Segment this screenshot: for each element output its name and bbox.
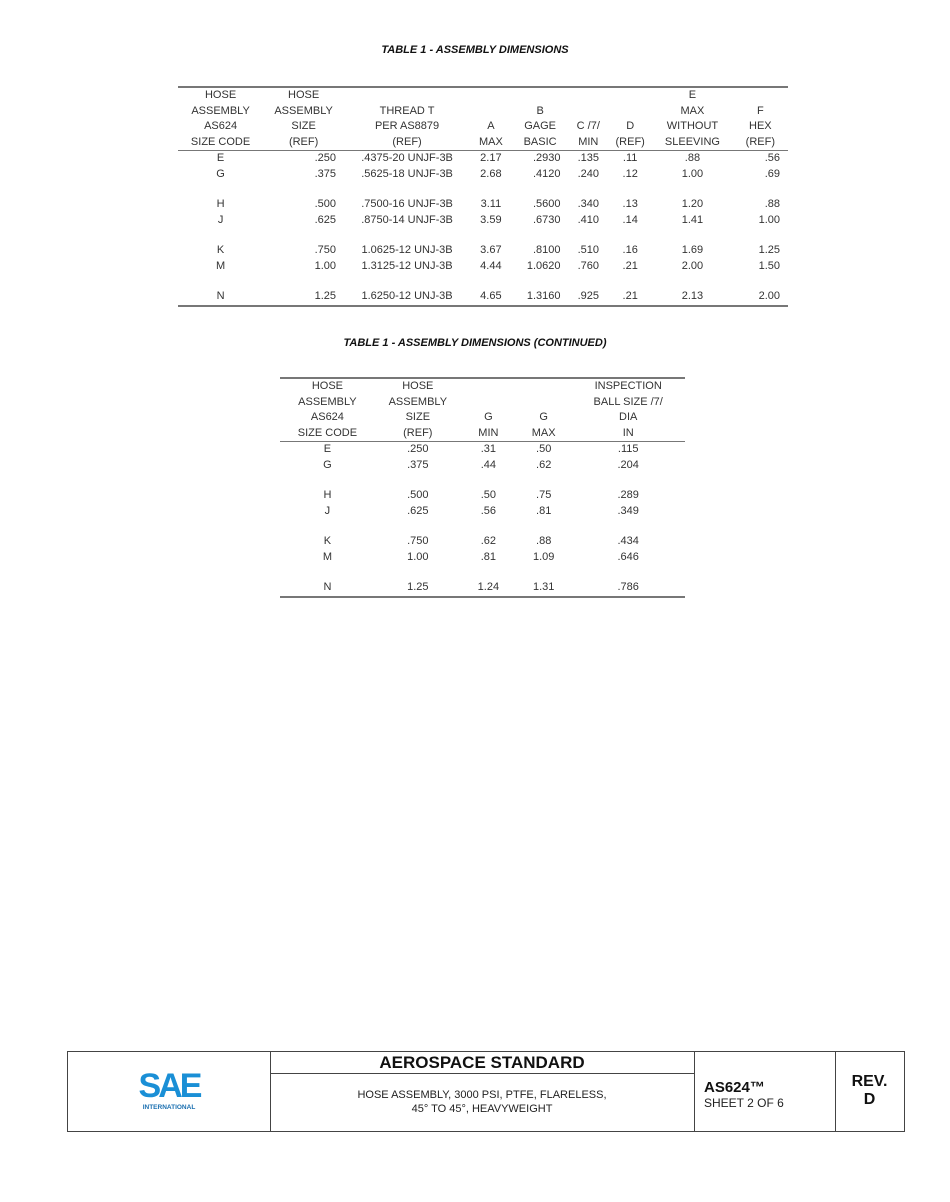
table-cell: 1.09 bbox=[532, 550, 555, 563]
table-cell: .340 bbox=[577, 198, 599, 210]
table-cell: .289 bbox=[617, 489, 639, 501]
table-cell: K bbox=[216, 244, 225, 256]
table-row bbox=[280, 488, 685, 504]
header-line: THREAD T bbox=[379, 104, 435, 117]
table-cell: .115 bbox=[617, 443, 639, 455]
table-cell: 1.20 bbox=[681, 198, 704, 210]
table-cell: .21 bbox=[608, 289, 652, 306]
header-line: BASIC bbox=[523, 135, 557, 148]
column-header bbox=[461, 378, 516, 442]
header-line: MIN bbox=[578, 135, 599, 148]
table-cell: .625 bbox=[407, 504, 429, 517]
table-cell: .8750-14 UNJF-3B bbox=[361, 213, 453, 226]
table-cell: .56 bbox=[480, 504, 497, 517]
table-cell: 1.6250-12 UNJ-3B bbox=[344, 289, 470, 306]
header-line: G bbox=[484, 411, 493, 423]
header-line: AS624 bbox=[310, 411, 344, 423]
table1-caption: TABLE 1 - ASSEMBLY DIMENSIONS bbox=[381, 44, 569, 56]
spacer-row bbox=[178, 182, 788, 197]
table-cell: .410 bbox=[577, 213, 599, 226]
table-cell: 3.59 bbox=[480, 213, 502, 226]
header-line: A bbox=[487, 120, 495, 132]
table-cell: 1.50 bbox=[758, 259, 780, 272]
column-header bbox=[470, 87, 512, 151]
header-line: C /7/ bbox=[576, 120, 600, 132]
table-cell: .88 bbox=[684, 152, 701, 164]
sheet-number: SHEET 2 OF 6 bbox=[704, 1096, 784, 1110]
header-line: ASSEMBLY bbox=[388, 395, 448, 408]
logo-cell bbox=[68, 1052, 271, 1131]
table-cell: .88 bbox=[764, 198, 780, 210]
header-line: (REF) bbox=[392, 135, 422, 148]
table-cell: .250 bbox=[407, 443, 429, 455]
header-line: MIN bbox=[478, 426, 499, 439]
table-cell: 1.24 bbox=[461, 580, 516, 597]
table-row bbox=[178, 213, 788, 229]
table-cell: G bbox=[216, 167, 225, 180]
table-cell: 1.31 bbox=[516, 580, 571, 597]
table-cell: 1.00 bbox=[407, 550, 429, 563]
header-line: E bbox=[688, 89, 697, 101]
header-line: (REF) bbox=[745, 135, 775, 148]
table-cell: .75 bbox=[536, 489, 552, 501]
spacer-row bbox=[280, 519, 685, 534]
svg-text:INTERNATIONAL: INTERNATIONAL bbox=[142, 1104, 196, 1111]
header-line: SIZE bbox=[405, 411, 431, 423]
table-cell: .16 bbox=[622, 244, 638, 256]
table-cell: .6730 bbox=[532, 213, 561, 226]
subtitle-line1: HOSE ASSEMBLY, 3000 PSI, PTFE, FLARELESS, bbox=[357, 1089, 607, 1101]
table-cell: .375 bbox=[407, 458, 429, 471]
table-cell: J bbox=[217, 213, 224, 226]
table-row bbox=[280, 504, 685, 520]
table-cell: .81 bbox=[480, 550, 497, 563]
table-cell: .5625-18 UNJF-3B bbox=[361, 167, 453, 180]
table-cell: .44 bbox=[480, 458, 497, 471]
table-cell: .750 bbox=[407, 535, 429, 547]
table-cell: .50 bbox=[536, 443, 552, 455]
doc-number-cell bbox=[694, 1052, 836, 1131]
assembly-dimensions-continued-table bbox=[280, 377, 685, 598]
title-cell bbox=[270, 1052, 695, 1131]
table-cell: E bbox=[216, 152, 225, 164]
table2-caption: TABLE 1 - ASSEMBLY DIMENSIONS (CONTINUED) bbox=[343, 337, 607, 349]
table-cell: 2.00 bbox=[733, 289, 788, 306]
table-cell: .625 bbox=[314, 213, 337, 226]
table-cell: 2.68 bbox=[480, 167, 502, 180]
header-line: IN bbox=[622, 426, 634, 439]
column-header bbox=[375, 378, 461, 442]
title-block bbox=[67, 1051, 905, 1132]
table-cell: .760 bbox=[577, 259, 599, 272]
header-line: SIZE bbox=[291, 120, 316, 132]
table-cell: M bbox=[215, 259, 226, 272]
table-cell: 1.3160 bbox=[512, 289, 569, 306]
column-header bbox=[652, 87, 732, 151]
revision-cell bbox=[835, 1052, 904, 1131]
table-cell: 3.67 bbox=[480, 244, 502, 256]
table-cell: 1.00 bbox=[681, 167, 704, 180]
table-cell: .5600 bbox=[532, 198, 561, 210]
spacer-row bbox=[178, 274, 788, 289]
header-line: ASSEMBLY bbox=[191, 104, 250, 117]
header-line: (REF) bbox=[288, 135, 319, 148]
table-cell: J bbox=[324, 504, 331, 517]
spacer-row bbox=[280, 565, 685, 580]
standard-title: AEROSPACE STANDARD bbox=[270, 1052, 694, 1074]
table-cell: .69 bbox=[764, 167, 780, 180]
column-header bbox=[344, 87, 470, 151]
table-cell: .4120 bbox=[532, 167, 561, 180]
header-line: SIZE CODE bbox=[190, 135, 251, 148]
header-line: SLEEVING bbox=[664, 135, 720, 148]
header-line: (REF) bbox=[403, 426, 433, 439]
header-line: INSPECTION bbox=[594, 380, 662, 392]
doc-number: AS624™ bbox=[704, 1079, 765, 1096]
table-row bbox=[178, 243, 788, 259]
table-cell: 1.41 bbox=[681, 213, 704, 226]
table-cell: 2.17 bbox=[480, 152, 502, 164]
table-cell: .434 bbox=[617, 535, 639, 547]
rev-value: D bbox=[863, 1091, 876, 1108]
column-header bbox=[280, 378, 375, 442]
column-header bbox=[178, 87, 263, 151]
header-line: B bbox=[536, 104, 544, 117]
header-line: HEX bbox=[749, 120, 772, 132]
header-line: ASSEMBLY bbox=[298, 395, 357, 408]
table-row bbox=[178, 197, 788, 213]
header-line: (REF) bbox=[615, 135, 645, 148]
table-cell: 1.00 bbox=[314, 259, 337, 272]
table-cell: .8100 bbox=[532, 244, 561, 256]
header-line: MAX bbox=[478, 135, 503, 148]
table-cell: H bbox=[216, 198, 225, 210]
header-line: AS624 bbox=[204, 120, 238, 132]
table-cell: 1.00 bbox=[758, 213, 780, 226]
column-header bbox=[571, 378, 685, 442]
rev-label: REV. bbox=[851, 1073, 888, 1090]
table-cell: 1.69 bbox=[681, 244, 704, 256]
table-cell: 1.25 bbox=[758, 244, 780, 256]
table-cell: .50 bbox=[480, 489, 497, 501]
column-header bbox=[733, 87, 788, 151]
table-cell: 1.25 bbox=[375, 580, 461, 597]
table-cell: .56 bbox=[764, 152, 780, 164]
header-line: F bbox=[756, 104, 764, 117]
table-cell: 2.00 bbox=[681, 259, 704, 272]
svg-text:SAE: SAE bbox=[138, 1067, 200, 1105]
table-row bbox=[178, 151, 788, 167]
table-cell: .62 bbox=[480, 535, 497, 547]
table-cell: .135 bbox=[577, 152, 599, 164]
column-header bbox=[569, 87, 609, 151]
table-cell: .7500-16 UNJF-3B bbox=[361, 198, 453, 210]
table-cell: H bbox=[323, 489, 332, 501]
header-line: GAGE bbox=[524, 120, 556, 132]
table-cell: .750 bbox=[314, 244, 337, 256]
table-cell: K bbox=[323, 535, 332, 547]
table-cell: .81 bbox=[536, 504, 552, 517]
table-cell: .21 bbox=[622, 259, 638, 272]
table-cell: .500 bbox=[314, 198, 337, 210]
header-line: D bbox=[626, 120, 635, 132]
table-row bbox=[280, 458, 685, 474]
table-row bbox=[178, 167, 788, 183]
header-line: G bbox=[539, 411, 548, 423]
table-cell: .786 bbox=[571, 580, 685, 597]
table-cell: 4.65 bbox=[470, 289, 512, 306]
header-line: MAX bbox=[531, 426, 556, 439]
table-cell: 4.44 bbox=[480, 259, 502, 272]
table-cell: .925 bbox=[569, 289, 609, 306]
table-cell: .12 bbox=[622, 167, 638, 180]
table-cell: .240 bbox=[577, 167, 599, 180]
header-line: DIA bbox=[619, 411, 638, 423]
table-cell: 1.0620 bbox=[526, 259, 561, 272]
table-cell: .375 bbox=[314, 167, 337, 180]
table-row bbox=[178, 289, 788, 306]
header-line: HOSE bbox=[402, 380, 434, 392]
header-line: SIZE CODE bbox=[297, 426, 358, 439]
table-cell: .349 bbox=[617, 504, 639, 517]
table-row bbox=[280, 442, 685, 458]
table-cell: N bbox=[280, 580, 375, 597]
table-cell: .14 bbox=[622, 213, 638, 226]
header-line: HOSE bbox=[288, 89, 320, 101]
table-cell: .11 bbox=[622, 152, 638, 164]
table-cell: .510 bbox=[577, 244, 599, 256]
table-row bbox=[280, 534, 685, 550]
table-cell: .88 bbox=[536, 535, 552, 547]
table-cell: 3.11 bbox=[480, 198, 502, 210]
table-cell: 2.13 bbox=[652, 289, 732, 306]
header-line: HOSE bbox=[311, 380, 343, 392]
header-line: BALL SIZE /7/ bbox=[593, 395, 663, 408]
table-cell: 1.0625-12 UNJ-3B bbox=[361, 244, 453, 256]
table-row bbox=[178, 259, 788, 275]
column-header bbox=[512, 87, 569, 151]
table-cell: .62 bbox=[536, 458, 552, 471]
header-line: MAX bbox=[680, 104, 705, 117]
table-cell: .204 bbox=[617, 458, 639, 471]
table-cell: G bbox=[323, 458, 332, 471]
column-header bbox=[516, 378, 571, 442]
header-line: PER AS8879 bbox=[374, 120, 440, 132]
header-line: ASSEMBLY bbox=[274, 104, 333, 117]
table-cell: 1.3125-12 UNJ-3B bbox=[361, 259, 453, 272]
table-cell: .4375-20 UNJF-3B bbox=[361, 152, 453, 164]
header-line: WITHOUT bbox=[666, 120, 719, 132]
column-header bbox=[263, 87, 344, 151]
header-line: HOSE bbox=[204, 89, 237, 101]
subtitle-line2: 45° TO 45°, HEAVYWEIGHT bbox=[411, 1103, 553, 1115]
spacer-row bbox=[280, 473, 685, 488]
table-row bbox=[280, 550, 685, 566]
table-cell: .13 bbox=[622, 198, 638, 210]
assembly-dimensions-table bbox=[178, 86, 788, 307]
table-cell: .500 bbox=[407, 489, 429, 501]
table-cell: 1.25 bbox=[263, 289, 344, 306]
sae-logo bbox=[68, 1052, 270, 1131]
table-cell: .250 bbox=[314, 152, 337, 164]
table-cell: .2930 bbox=[532, 152, 561, 164]
column-header bbox=[608, 87, 652, 151]
table-cell: .646 bbox=[617, 550, 639, 563]
table-cell: N bbox=[178, 289, 263, 306]
spacer-row bbox=[178, 228, 788, 243]
table-cell: M bbox=[322, 550, 332, 563]
table-row bbox=[280, 580, 685, 597]
table-cell: E bbox=[323, 443, 332, 455]
table-cell: .31 bbox=[480, 443, 497, 455]
